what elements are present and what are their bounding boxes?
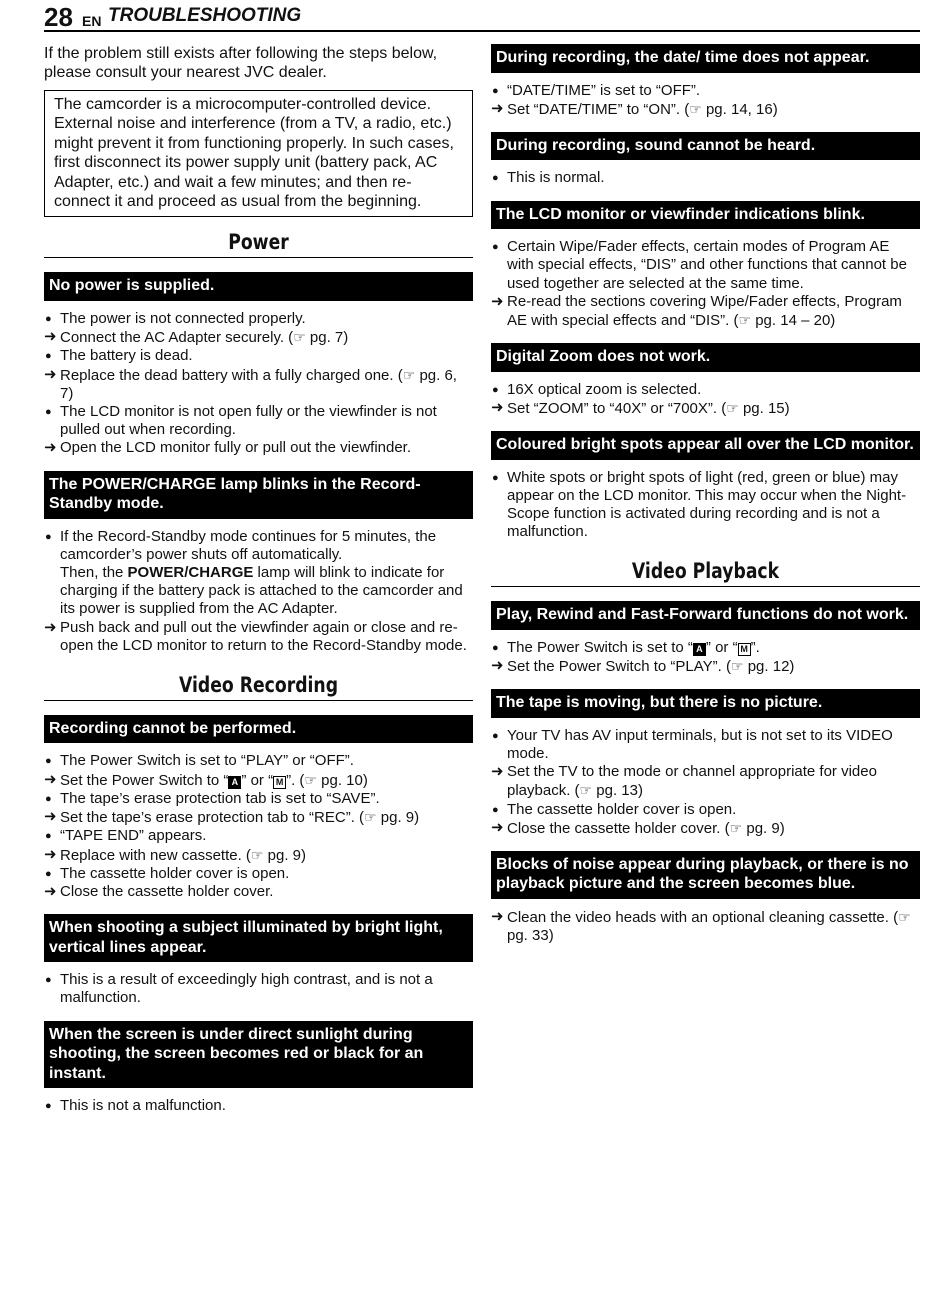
list-item: ● The Power Switch is set to “PLAY” or “OFF”. bbox=[45, 752, 354, 770]
list-item: ● The cassette holder cover is open. bbox=[492, 800, 737, 818]
list-item: ● The LCD monitor is not open fully or the viewfinder is not pulled out when recording. bbox=[45, 402, 437, 439]
list-item: ● The tape’s erase protection tab is set to “SAVE”. bbox=[45, 789, 380, 807]
arrow-icon: ➜ bbox=[491, 818, 504, 836]
section-video-recording bbox=[44, 668, 473, 701]
list-item: ● 16X optical zoom is selected. bbox=[492, 380, 702, 398]
issue-list bbox=[491, 727, 920, 838]
arrow-icon: ➜ bbox=[491, 763, 504, 781]
issue-list bbox=[44, 310, 473, 458]
intro-text: If the problem still exists after following the steps below, please consult your nearest JVC dealer. bbox=[44, 45, 438, 81]
bullet-icon: ● bbox=[45, 350, 52, 363]
list-item: ● Certain Wipe/Fader effects, certain modes of Program AE with special effects, “DIS” and other functions that cannot be used together are selected at the same time. bbox=[492, 238, 907, 292]
reference-icon bbox=[898, 909, 911, 925]
arrow-icon: ➜ bbox=[44, 328, 57, 346]
issue-list bbox=[491, 639, 920, 676]
bullet-icon: ● bbox=[45, 830, 52, 843]
section-video-playback bbox=[491, 554, 920, 587]
arrow-icon: ➜ bbox=[491, 398, 504, 416]
issue-title: When the screen is under direct sunlight during shooting, the screen becomes red or black for an instant. bbox=[44, 1021, 473, 1089]
list-item: ● This is not a malfunction. bbox=[45, 1097, 226, 1115]
notice-box: The camcorder is a microcomputer-controlled device. External noise and interference (from a TV, a radio, etc.) might prevent it from functioning properly. In such cases, first disconnect its power supply unit (battery pack, AC Adapter, etc.) and wait a few minutes; and then re-connect it and proceed as usual from the beginning. bbox=[44, 90, 473, 217]
bullet-icon: ● bbox=[492, 241, 499, 254]
section-power bbox=[44, 225, 473, 258]
list-item: ● White spots or bright spots of light (red, green or blue) may appear on the LCD monitor. This may occur when the Night-Scope function is activated during recording and is not a malfunction. bbox=[492, 468, 907, 541]
reference-icon bbox=[364, 809, 377, 825]
bullet-icon: ● bbox=[492, 803, 499, 816]
issue-title: During recording, the date/ time does not appear. bbox=[491, 44, 920, 73]
manual-mode-icon: M bbox=[273, 776, 286, 789]
bullet-icon: ● bbox=[492, 471, 499, 484]
section-heading: Video Playback bbox=[631, 559, 780, 584]
list-item: ➜ Close the cassette holder cover. bbox=[44, 882, 274, 900]
bullet-icon: ● bbox=[492, 84, 499, 97]
reference-icon bbox=[403, 367, 416, 383]
list-item: ● The Power Switch is set to “ A ” or “ M ”. bbox=[492, 638, 760, 656]
list-item: ➜ Connect the AC Adapter securely. (☞ pg. 7) bbox=[44, 328, 473, 347]
bullet-icon: ● bbox=[45, 792, 52, 805]
bullet-icon: ● bbox=[492, 383, 499, 396]
reference-icon bbox=[304, 772, 317, 788]
list-item: ➜ Clean the video heads with an optional cleaning cassette. (☞ pg. 33) bbox=[491, 908, 920, 945]
issue-list bbox=[44, 1097, 473, 1115]
list-item: ➜ Replace the dead battery with a fully charged one. (☞ pg. 6, 7) bbox=[44, 366, 473, 403]
bullet-icon: ● bbox=[45, 530, 52, 543]
list-item: ➜ Set the tape’s erase protection tab to “REC”. (☞ pg. 9) bbox=[44, 808, 473, 827]
list-item: ● The cassette holder cover is open. bbox=[45, 864, 290, 882]
issue-list bbox=[44, 971, 473, 1007]
reference-icon bbox=[730, 820, 743, 836]
issue-list bbox=[44, 528, 473, 655]
section-heading: Video Recording bbox=[178, 672, 339, 697]
reference-icon bbox=[251, 847, 264, 863]
issue-list bbox=[491, 381, 920, 418]
arrow-icon: ➜ bbox=[491, 907, 504, 925]
arrow-icon: ➜ bbox=[44, 770, 57, 788]
list-item: ● “TAPE END” appears. bbox=[45, 827, 207, 845]
list-item: ● This is normal. bbox=[492, 169, 605, 187]
issue-title: Recording cannot be performed. bbox=[44, 715, 473, 744]
bullet-icon: ● bbox=[45, 867, 52, 880]
list-item: ➜ Set “ZOOM” to “40X” or “700X”. (☞ pg. 15) bbox=[491, 399, 920, 418]
issue-list bbox=[44, 752, 473, 901]
bullet-icon: ● bbox=[492, 729, 499, 742]
reference-icon bbox=[293, 329, 306, 345]
issue-list bbox=[491, 238, 920, 330]
issue-title: When shooting a subject illuminated by bright light, vertical lines appear. bbox=[44, 914, 473, 962]
arrow-icon: ➜ bbox=[44, 808, 57, 826]
list-item: ➜ Open the LCD monitor fully or pull out the viewfinder. bbox=[44, 439, 412, 457]
reference-icon bbox=[580, 782, 593, 798]
page-header bbox=[44, 4, 920, 32]
issue-title: The POWER/CHARGE lamp blinks in the Record-Standby mode. bbox=[44, 471, 473, 519]
issue-list bbox=[491, 469, 920, 542]
list-item: ● If the Record-Standby mode continues for 5 minutes, the camcorder’s power shuts off automatically. Then, the POWER/CHARGE lamp will blink to indicate for charging if the battery pack is attached to the camcorder and its power is supplied from the AC Adapter. bbox=[45, 527, 463, 618]
page-number: 28 bbox=[44, 2, 73, 32]
arrow-icon: ➜ bbox=[491, 99, 504, 117]
bullet-icon: ● bbox=[45, 312, 52, 325]
issue-title: No power is supplied. bbox=[44, 272, 473, 301]
page-title: TROUBLESHOOTING bbox=[108, 5, 302, 26]
list-item: ● The power is not connected properly. bbox=[45, 309, 306, 327]
list-item: ● “DATE/TIME” is set to “OFF”. bbox=[492, 81, 701, 99]
section-heading: Power bbox=[228, 230, 289, 255]
arrow-icon: ➜ bbox=[44, 618, 57, 636]
left-column bbox=[44, 44, 473, 1128]
reference-icon bbox=[689, 101, 702, 117]
arrow-icon: ➜ bbox=[44, 882, 57, 900]
arrow-icon: ➜ bbox=[44, 439, 57, 457]
list-item: ➜ Close the cassette holder cover. (☞ pg. 9) bbox=[491, 819, 920, 838]
list-item: ● This is a result of exceedingly high contrast, and is not a malfunction. bbox=[45, 971, 433, 1007]
auto-mode-icon: A bbox=[228, 776, 241, 789]
issue-title: The tape is moving, but there is no picture. bbox=[491, 689, 920, 718]
bullet-icon: ● bbox=[45, 755, 52, 768]
issue-title: Coloured bright spots appear all over the LCD monitor. bbox=[491, 431, 920, 460]
manual-mode-icon: M bbox=[738, 643, 751, 656]
issue-list bbox=[491, 169, 920, 187]
language-label: EN bbox=[82, 13, 102, 29]
list-item: ➜ Set “DATE/TIME” to “ON”. (☞ pg. 14, 16) bbox=[491, 100, 920, 119]
list-item: ● The battery is dead. bbox=[45, 347, 193, 365]
auto-mode-icon: A bbox=[693, 643, 706, 656]
arrow-icon: ➜ bbox=[491, 292, 504, 310]
bullet-icon: ● bbox=[45, 974, 52, 987]
issue-title: During recording, sound cannot be heard. bbox=[491, 132, 920, 161]
reference-icon bbox=[738, 312, 751, 328]
issue-title: Play, Rewind and Fast-Forward functions do not work. bbox=[491, 601, 920, 630]
reference-icon bbox=[726, 400, 739, 416]
bullet-icon: ● bbox=[45, 405, 52, 418]
arrow-icon: ➜ bbox=[491, 657, 504, 675]
issue-title: The LCD monitor or viewfinder indications blink. bbox=[491, 201, 920, 230]
issue-title: Blocks of noise appear during playback, or there is no playback picture and the screen becomes blue. bbox=[491, 851, 920, 899]
list-item: ● Your TV has AV input terminals, but is not set to its VIDEO mode. bbox=[492, 726, 893, 762]
issue-title: Digital Zoom does not work. bbox=[491, 343, 920, 372]
reference-icon bbox=[731, 658, 744, 674]
bullet-icon: ● bbox=[492, 172, 499, 185]
list-item: ➜ Push back and pull out the viewfinder again or close and re-open the LCD monitor to return to the Record-Standby mode. bbox=[44, 618, 467, 654]
list-item: ➜ Set the Power Switch to “PLAY”. (☞ pg. 12) bbox=[491, 657, 920, 676]
bullet-icon: ● bbox=[492, 641, 499, 654]
issue-list bbox=[491, 82, 920, 119]
list-item: ➜ Replace with new cassette. (☞ pg. 9) bbox=[44, 846, 473, 865]
list-item: ➜ Set the Power Switch to “ A ” or “ M ”. (☞ pg. 10) bbox=[44, 771, 473, 790]
bullet-icon: ● bbox=[45, 1100, 52, 1113]
arrow-icon: ➜ bbox=[44, 365, 57, 383]
list-item: ➜ Set the TV to the mode or channel appropriate for video playback. (☞ pg. 13) bbox=[491, 763, 920, 800]
right-column bbox=[491, 44, 920, 958]
issue-list bbox=[491, 908, 920, 945]
list-item: ➜ Re-read the sections covering Wipe/Fader effects, Program AE with special effects and “DIS”. (☞ pg. 14 – 20) bbox=[491, 293, 920, 330]
arrow-icon: ➜ bbox=[44, 845, 57, 863]
